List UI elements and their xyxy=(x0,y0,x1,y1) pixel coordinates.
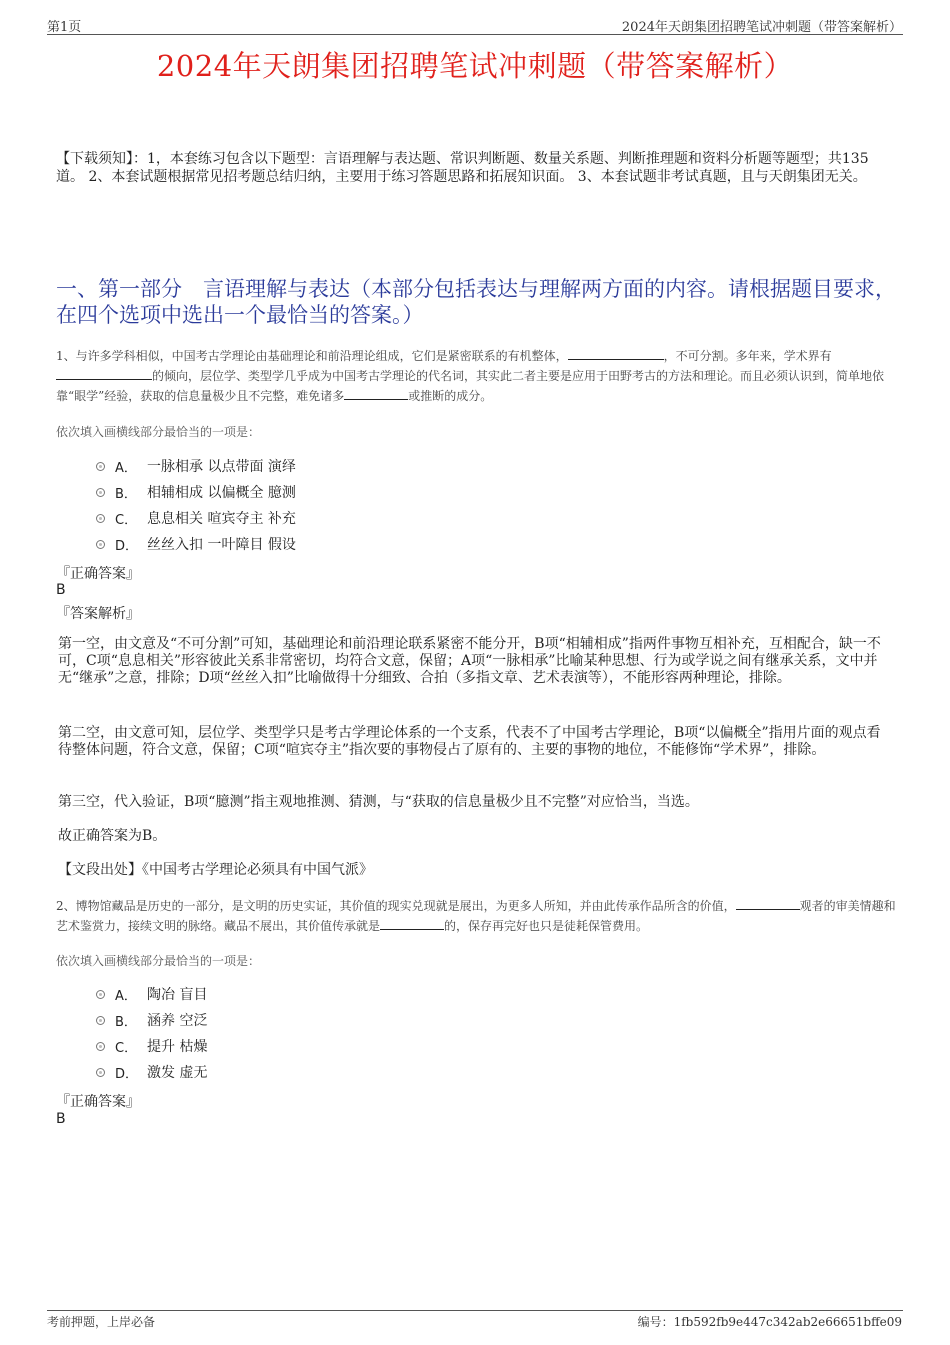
q1-answer: B xyxy=(56,582,66,598)
download-notice: 【下载须知】：1，本套练习包含以下题型：言语理解与表达题、常识判断题、数量关系题、判断推理题和资料分析题等题型；共135道。 2、本套试题根据常见招考题总结归纳，主要用于练习答题思路和拓展知识面。 3、本套试题非考试真题，且与天朗集团无关。 xyxy=(56,151,869,185)
q2-text-part-2: 观者的审美情趣和艺术鉴赏力，接续文明的脉络。藏品不展出，其价值传承就是 xyxy=(56,899,896,933)
section-heading: 一、第一部分 言语理解与表达（本部分包括表达与理解两方面的内容。请根据题目要求，在四个选项中选出一个最恰当的答案。） xyxy=(56,277,896,327)
q1-blank-1 xyxy=(568,347,664,360)
question-1-prompt: 依次填入画横线部分最恰当的一项是： xyxy=(56,425,261,439)
q2-correct-answer-label: 『正确答案』 xyxy=(56,1094,140,1110)
option-label: C． xyxy=(115,1040,138,1056)
q1-analysis-paragraph-3: 第三空，代入验证，B项“臆测”指主观地推测、猜测，与“获取的信息量极少且不完整”对应恰当，当选。 xyxy=(58,794,699,810)
radio-button-icon[interactable] xyxy=(96,488,105,497)
radio-button-icon[interactable] xyxy=(96,1068,105,1077)
option-label: A． xyxy=(115,460,137,476)
option-text: 一脉相承 以点带面 演绎 xyxy=(147,459,296,475)
footer-divider xyxy=(47,1310,903,1311)
q1-option-c[interactable] xyxy=(96,505,496,531)
q1-analysis-paragraph-1: 第一空，由文意及“不可分割”可知，基础理论和前沿理论联系紧密不能分开，B项“相辅相成”指两件事物互相补充，互相配合，缺一不可，C项“息息相关”形容彼此关系非常密切，均符合文意，保留；A项“一脉相承”比喻某种思想、行为或学说之间有继承关系，文中并无“继承”之意，排除；D项“丝丝入扣”比喻做得十分细致、合拍（多指文章、艺术表演等），不能形容两种理论，排除。 xyxy=(58,636,881,686)
q1-option-a[interactable] xyxy=(96,453,496,479)
q1-option-d[interactable] xyxy=(96,531,496,557)
q1-text-part-3: 的倾向，层位学、类型学几乎成为中国考古学理论的代名词，其实此二者主要是应用于田野考古的方法和理论。而且必须认识到，简单地依靠“眼学”经验，获取的信息量极少且不完整，难免诸多 xyxy=(56,369,885,403)
q2-option-b[interactable] xyxy=(96,1007,496,1033)
radio-button-icon[interactable] xyxy=(96,514,105,523)
header-page-number: 第1页 xyxy=(47,20,82,35)
option-text: 陶冶 盲目 xyxy=(147,987,208,1003)
footer-doc-id: 编号：1fb592fb9e447c342ab2e66651bffe09 xyxy=(637,1315,902,1329)
q1-analysis-paragraph-4: 故正确答案为B。 xyxy=(58,828,167,844)
q1-analysis-paragraph-2: 第二空，由文意可知，层位学、类型学只是考古学理论体系的一个支系，代表不了中国考古学理论，B项“以偏概全”指用片面的观点看待整体问题，符合文意，保留；C项“喧宾夺主”指次要的事物侵占了原有的、主要的事物的地位，不能修饰“学术界”，排除。 xyxy=(58,725,881,758)
q1-text-part-4: 或推断的成分。 xyxy=(408,389,493,403)
question-2-text xyxy=(56,896,896,936)
radio-button-icon[interactable] xyxy=(96,540,105,549)
q2-blank-2 xyxy=(380,917,444,930)
q2-option-d[interactable] xyxy=(96,1059,496,1085)
q2-option-c[interactable] xyxy=(96,1033,496,1059)
option-text: 丝丝入扣 一叶障目 假设 xyxy=(147,537,296,553)
header-doc-title: 2024年天朗集团招聘笔试冲刺题（带答案解析） xyxy=(621,20,902,35)
footer-slogan: 考前押题，上岸必备 xyxy=(47,1315,156,1329)
question-2-options xyxy=(96,981,496,1085)
q1-option-b[interactable] xyxy=(96,479,496,505)
option-label: B． xyxy=(115,486,137,502)
option-text: 提升 枯燥 xyxy=(147,1039,208,1055)
question-1-options xyxy=(96,453,496,557)
radio-button-icon[interactable] xyxy=(96,990,105,999)
radio-button-icon[interactable] xyxy=(96,1042,105,1051)
option-text: 息息相关 喧宾夺主 补充 xyxy=(147,511,296,527)
q2-text-part-1: 2、博物馆藏品是历史的一部分，是文明的历史实证，其价值的现实兑现就是展出，为更多人所知，并由此传承作品所含的价值， xyxy=(56,899,736,913)
q1-correct-answer-label: 『正确答案』 xyxy=(56,566,140,582)
option-label: D． xyxy=(115,1066,139,1082)
question-1-text xyxy=(56,346,896,406)
q1-text-part-1: 1、与许多学科相似，中国考古学理论由基础理论和前沿理论组成，它们是紧密联系的有机整体， xyxy=(56,349,568,363)
q2-option-a[interactable] xyxy=(96,981,496,1007)
q1-source: 【文段出处】《中国考古学理论必须具有中国气派》 xyxy=(58,862,373,878)
question-2-prompt: 依次填入画横线部分最恰当的一项是： xyxy=(56,954,261,968)
page-title: 2024年天朗集团招聘笔试冲刺题（带答案解析） xyxy=(156,49,794,83)
header-divider xyxy=(47,34,903,35)
radio-button-icon[interactable] xyxy=(96,462,105,471)
option-label: C． xyxy=(115,512,138,528)
option-text: 相辅相成 以偏概全 臆测 xyxy=(147,485,296,501)
option-label: A． xyxy=(115,988,137,1004)
option-label: B． xyxy=(115,1014,137,1030)
q1-text-part-2: ，不可分割。多年来，学术界有 xyxy=(663,349,832,363)
q1-blank-2 xyxy=(56,367,152,380)
q1-blank-3 xyxy=(344,387,408,400)
option-text: 激发 虚无 xyxy=(147,1065,208,1081)
q2-text-part-3: 的，保存再完好也只是徒耗保管费用。 xyxy=(444,919,649,933)
q2-answer: B xyxy=(56,1111,66,1127)
option-label: D． xyxy=(115,538,139,554)
radio-button-icon[interactable] xyxy=(96,1016,105,1025)
option-text: 涵养 空泛 xyxy=(147,1013,208,1029)
q1-analysis-label: 『答案解析』 xyxy=(56,606,140,622)
q2-blank-1 xyxy=(736,897,800,910)
